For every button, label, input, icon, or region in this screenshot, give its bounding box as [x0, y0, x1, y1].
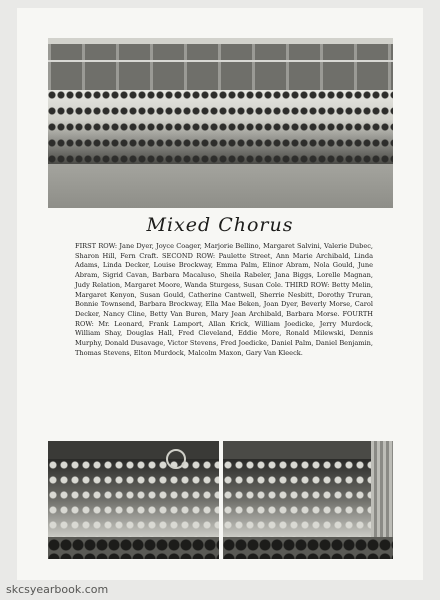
caption-row-names: Betty Melin, Margaret Kenyon, Susan Gould, Catherine Cantwell, Sherrie Nesbitt, Dorothy Truran, Bonnie Townsend, Barbara Brockway, Ella Mae Beken, Joan Dyer, Beverly Morse, Carol Decker, Nancy Cline, Betty Van Buren, Mary Jean Archibald, Barbara Morse. [75, 280, 373, 318]
yearbook-page [17, 8, 423, 580]
tuba-icon [166, 449, 186, 469]
photo-ground [48, 164, 393, 208]
photo-audience [48, 537, 219, 559]
caption-row-names: Mr. Leonard, Frank Lamport, Allan Krick, William Joedicke, Jerry Murdock, William Shay, Douglas Hall, Fred Cleveland, Eddie More, Ronald Milewski, Dennis Murphy, Donald Dusavage, Victor Stevens, Fred Joedicke, Daniel Palm, Daniel Benjamin, Thomas Stevens, Elton Murdock, Malcolm Maxon, Gary Van Kleeck. [75, 319, 373, 357]
caption-row-names: Paulette Street, Ann Marie Archibald, Linda Adams, Linda Decker, Louise Brockway, Emma Palm, Elinor Abram, Nola Gould, June Abram, Sigrid Cavan, Barbara Macaluso, Sheila Rabeler, Jana Biggs, Lorelle Magnan, Judy Relation, Margaret Moore, Wanda Sturgess, Susan Cole. [75, 251, 374, 289]
photo-singers [223, 459, 393, 539]
photo-roofline [48, 38, 393, 44]
caption-row-label: FIRST ROW: [75, 242, 120, 250]
caption-names [75, 242, 373, 358]
page-title: Mixed Chorus [146, 214, 294, 236]
caption-row-label: SECOND ROW: [162, 251, 219, 260]
caption-row-label: FOURTH ROW: [75, 309, 373, 328]
site-watermark: skcsyearbook.com [6, 583, 109, 596]
chorus-concert-photo-left [48, 441, 219, 559]
photo-audience [223, 537, 393, 559]
caption-row-names: Jane Dyer, Joyce Coager, Marjorie Bellino, Margaret Salvini, Valerie Dubec, Sharon Hill, Fern Craft. [75, 242, 374, 260]
caption-row-label: THIRD ROW: [285, 280, 332, 289]
chorus-group-photo [48, 38, 393, 208]
chorus-concert-photo-right [223, 441, 393, 559]
photo-singers [48, 459, 219, 539]
photo-chorus-rows [48, 90, 393, 164]
